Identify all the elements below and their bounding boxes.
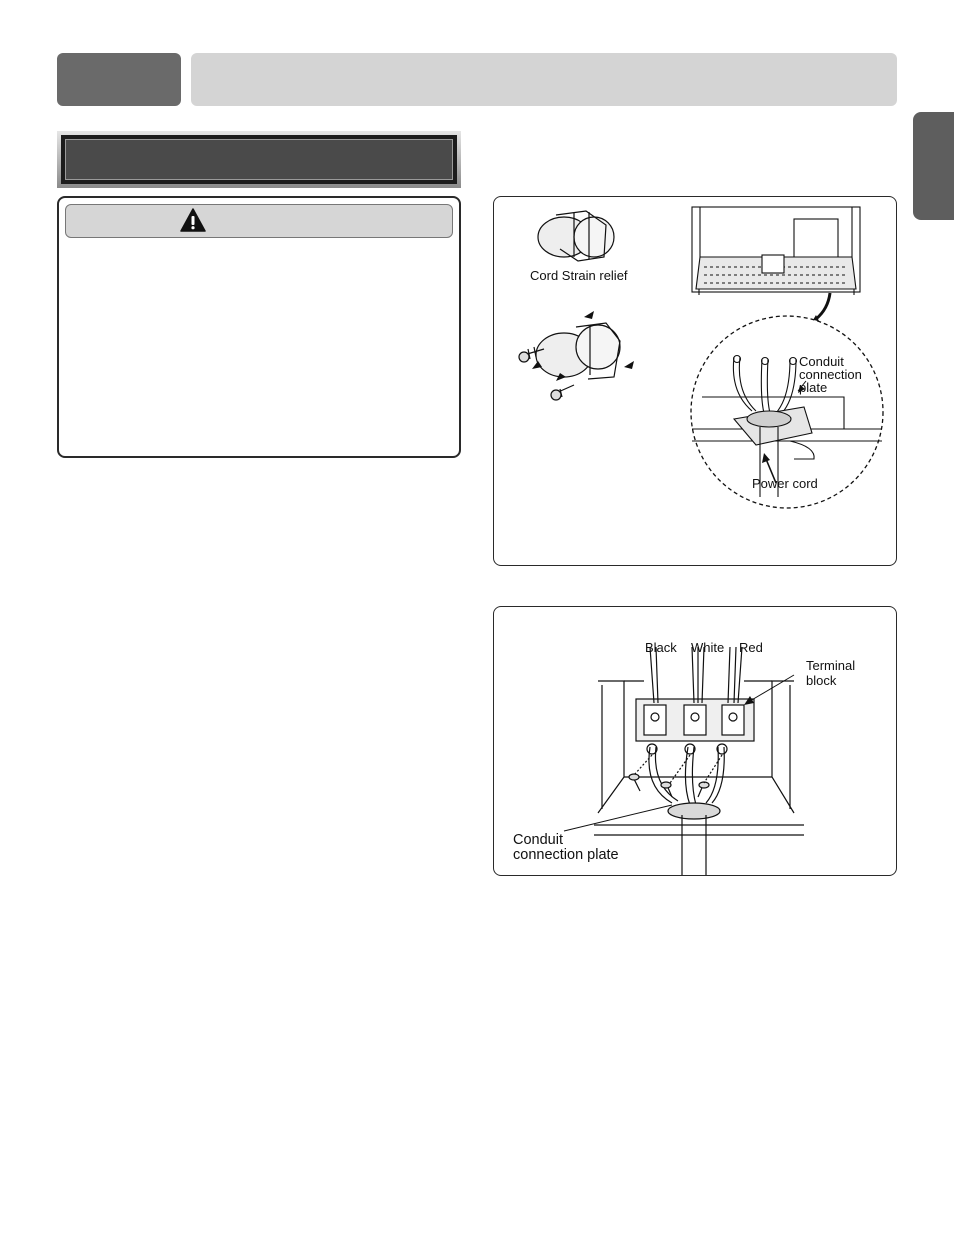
terminal-block-label-1: Terminal xyxy=(806,658,856,673)
side-thumb-tab xyxy=(913,112,954,220)
conduit-plate-label-3: plate xyxy=(799,380,828,395)
warning-box xyxy=(57,196,461,458)
conduit-plate-label-2: connection xyxy=(799,367,862,382)
chapter-tab xyxy=(57,53,181,106)
power-cord-label: Power cord xyxy=(752,476,818,491)
warning-triangle-icon xyxy=(180,208,206,232)
conduit-plate-label-2: connection plate xyxy=(513,847,619,863)
section-heading xyxy=(57,131,461,188)
chapter-title-bar xyxy=(191,53,897,106)
figure-terminal-block xyxy=(493,606,897,876)
wire-white-label: White xyxy=(691,640,725,655)
terminal-block-label-2: block xyxy=(806,673,837,688)
figure-strain-relief xyxy=(493,196,897,566)
wire-red-label: Red xyxy=(739,640,763,655)
warning-header xyxy=(65,204,453,238)
conduit-plate-label-1: Conduit xyxy=(799,354,844,369)
wire-black-label: Black xyxy=(645,640,677,655)
conduit-plate-label-1: Conduit xyxy=(513,832,563,848)
strain-relief-label: Cord Strain relief xyxy=(530,268,628,283)
